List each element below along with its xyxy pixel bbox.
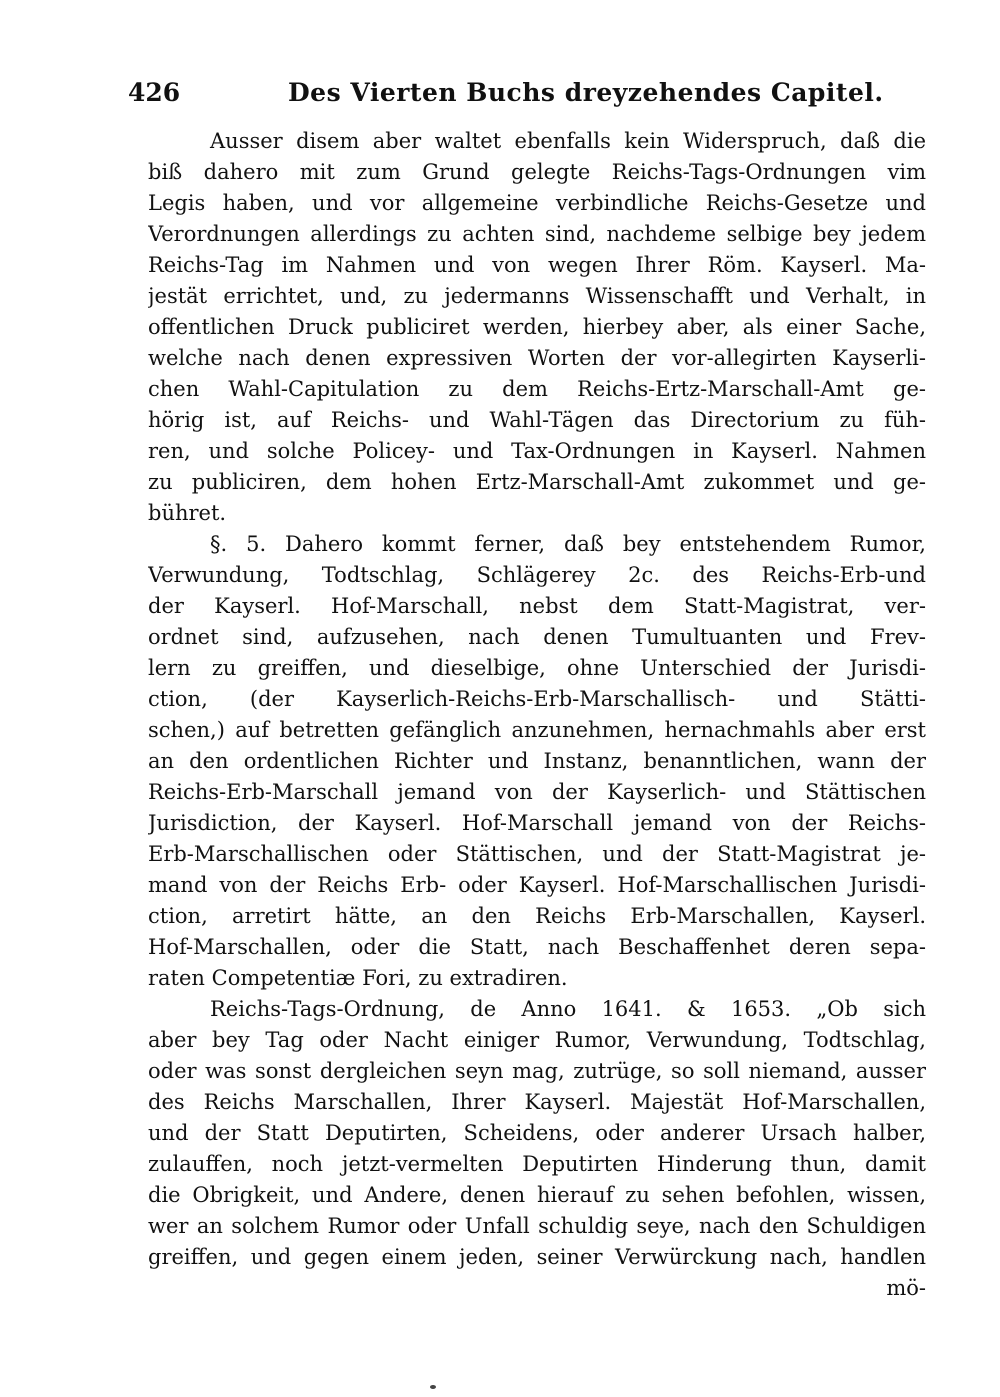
text-line: oder was sonst dergleichen seyn mag, zutrüge, so soll niemand, ausser	[148, 1059, 926, 1083]
page-number: 426	[128, 78, 181, 107]
ink-speck	[430, 1385, 436, 1389]
text-line: bühret.	[148, 501, 227, 525]
text-line: und der Statt Deputirten, Scheidens, oder anderer Ursach halber,	[148, 1121, 926, 1145]
catchword: mö-	[886, 1276, 926, 1300]
text-line: greiffen, und gegen einem jeden, seiner Verwürckung nach, handlen	[148, 1245, 926, 1269]
text-line: zu publiciren, dem hohen Ertz-Marschall-Amt zukommet und ge-	[148, 470, 926, 494]
text-line: jestät errichtet, und, zu jedermanns Wissenschafft und Verhalt, in	[148, 284, 926, 308]
text-line: zulauffen, noch jetzt-vermelten Deputirten Hinderung thun, damit	[148, 1152, 926, 1176]
body-text	[148, 126, 926, 1304]
text-line: der Kayserl. Hof-Marschall, nebst dem Statt-Magistrat, ver-	[148, 594, 926, 618]
text-line: welche nach denen expressiven Worten der vor-allegirten Kayserli-	[148, 346, 926, 370]
text-line: schen,) auf betretten gefänglich anzunehmen, hernachmahls aber erst	[148, 718, 926, 742]
page-header	[128, 72, 928, 112]
text-line: Erb-Marschallischen oder Stättischen, und der Statt-Magistrat je-	[148, 842, 926, 866]
text-line: offentlichen Druck publiciret werden, hierbey aber, als einer Sache,	[148, 315, 926, 339]
text-line: biß dahero mit zum Grund gelegte Reichs-Tags-Ordnungen vim	[148, 160, 926, 184]
text-line: an den ordentlichen Richter und Instanz, benanntlichen, wann der	[148, 749, 926, 773]
text-line: Legis haben, und vor allgemeine verbindliche Reichs-Gesetze und	[148, 191, 926, 215]
text-line: raten Competentiæ Fori, zu extradiren.	[148, 966, 568, 990]
text-line: lern zu greiffen, und dieselbige, ohne Unterschied der Jurisdi-	[148, 656, 926, 680]
text-line: Verordnungen allerdings zu achten sind, nachdeme selbige bey jedem	[148, 222, 926, 246]
text-line: Hof-Marschallen, oder die Statt, nach Beschaffenhet deren sepa-	[148, 935, 926, 959]
text-line: aber bey Tag oder Nacht einiger Rumor, Verwundung, Todtschlag,	[148, 1028, 926, 1052]
text-line: ction, (der Kayserlich-Reichs-Erb-Marschallisch- und Stätti-	[148, 687, 926, 711]
text-line: hörig ist, auf Reichs- und Wahl-Tägen das Directorium zu füh-	[148, 408, 926, 432]
text-line: ren, und solche Policey- und Tax-Ordnungen in Kayserl. Nahmen	[148, 439, 926, 463]
running-head: Des Vierten Buchs dreyzehendes Capitel.	[288, 78, 884, 107]
text-line: Jurisdiction, der Kayserl. Hof-Marschall jemand von der Reichs-	[148, 811, 926, 835]
text-line: wer an solchem Rumor oder Unfall schuldig seye, nach den Schuldigen	[148, 1214, 926, 1238]
citation-line: Reichs-Tags-Ordnung, de Anno 1641. & 1653. „Ob sich	[210, 997, 926, 1021]
text-line: Verwundung, Todtschlag, Schlägerey 2c. des Reichs-Erb-und	[148, 563, 926, 587]
text-line: des Reichs Marschallen, Ihrer Kayserl. Majestät Hof-Marschallen,	[148, 1090, 926, 1114]
section-heading-line: §. 5. Dahero kommt ferner, daß bey entstehendem Rumor,	[210, 532, 926, 556]
text-line: chen Wahl-Capitulation zu dem Reichs-Ertz-Marschall-Amt ge-	[148, 377, 926, 401]
text-line: Ausser disem aber waltet ebenfalls kein Widerspruch, daß die	[210, 129, 926, 153]
text-line: ordnet sind, aufzusehen, nach denen Tumultuanten und Frev-	[148, 625, 926, 649]
text-line: Reichs-Tag im Nahmen und von wegen Ihrer Röm. Kayserl. Ma-	[148, 253, 926, 277]
text-line: ction, arretirt hätte, an den Reichs Erb-Marschallen, Kayserl.	[148, 904, 926, 928]
text-line: mand von der Reichs Erb- oder Kayserl. Hof-Marschallischen Jurisdi-	[148, 873, 926, 897]
text-line: die Obrigkeit, und Andere, denen hierauf zu sehen befohlen, wissen,	[148, 1183, 926, 1207]
text-line: Reichs-Erb-Marschall jemand von der Kayserlich- und Stättischen	[148, 780, 926, 804]
